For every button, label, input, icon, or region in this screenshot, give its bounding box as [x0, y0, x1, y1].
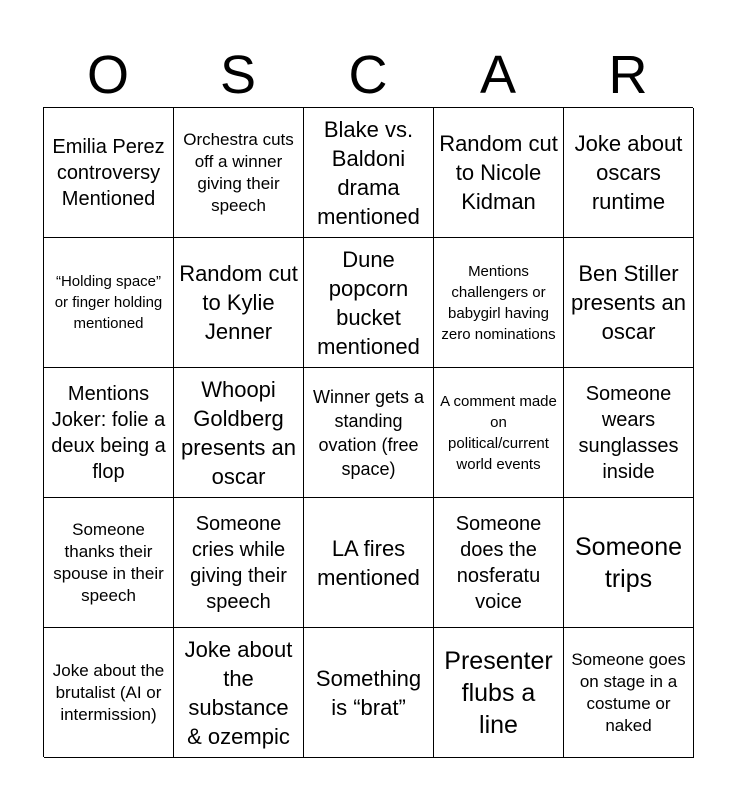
- bingo-cell[interactable]: [434, 108, 564, 238]
- bingo-cell[interactable]: [304, 628, 434, 758]
- cell-text: Winner gets a standing ovation (free space): [312, 386, 425, 479]
- cell-text: Someone cries while giving their speech: [190, 512, 287, 613]
- bingo-cell[interactable]: [434, 368, 564, 498]
- cell-text: Orchestra cuts off a winner giving their speech: [183, 129, 294, 215]
- bingo-cell[interactable]: [304, 238, 434, 368]
- cell-text: Joke about the brutalist (AI or intermission): [52, 660, 165, 724]
- bingo-cell[interactable]: [304, 368, 434, 498]
- cell-text: LA fires mentioned: [317, 535, 420, 590]
- bingo-header: [43, 42, 693, 108]
- bingo-grid: [43, 107, 693, 757]
- header-letter-c: C: [348, 45, 388, 105]
- bingo-cell[interactable]: [44, 238, 174, 368]
- bingo-cell[interactable]: [564, 238, 694, 368]
- cell-text: Someone goes on stage in a costume or naked: [571, 649, 686, 735]
- bingo-cell[interactable]: [174, 628, 304, 758]
- cell-text: Blake vs. Baldoni drama mentioned: [317, 116, 420, 229]
- header-letter-r: R: [608, 45, 648, 105]
- cell-text: Something is “brat”: [315, 665, 422, 720]
- bingo-cell[interactable]: [44, 368, 174, 498]
- bingo-cell[interactable]: [564, 368, 694, 498]
- cell-text: Presenter flubs a line: [444, 646, 553, 739]
- bingo-cell[interactable]: [304, 498, 434, 628]
- cell-text: Ben Stiller presents an oscar: [571, 261, 686, 344]
- cell-text: Whoopi Goldberg presents an oscar: [181, 376, 296, 489]
- cell-text: Someone thanks their spouse in their speech: [53, 519, 164, 605]
- bingo-cell[interactable]: [174, 498, 304, 628]
- cell-text: Mentions Joker: folie a deux being a flop: [51, 382, 166, 483]
- bingo-cell[interactable]: [564, 108, 694, 238]
- bingo-cell[interactable]: [564, 498, 694, 628]
- cell-text: A comment made on political/current world events: [440, 392, 557, 473]
- bingo-cell[interactable]: [44, 628, 174, 758]
- header-letter-a: A: [479, 45, 517, 105]
- cell-text: Random cut to Kylie Jenner: [179, 261, 298, 344]
- cell-text: Someone does the nosferatu voice: [455, 512, 542, 613]
- cell-text: Dune popcorn bucket mentioned: [317, 246, 420, 359]
- header-letter-o: O: [86, 45, 129, 105]
- bingo-cell[interactable]: [304, 108, 434, 238]
- header-letter-s: S: [219, 45, 257, 105]
- bingo-cell[interactable]: [44, 498, 174, 628]
- cell-text: Someone trips: [574, 532, 683, 593]
- bingo-cell[interactable]: [434, 628, 564, 758]
- bingo-cell[interactable]: [174, 238, 304, 368]
- cell-text: Joke about the substance & ozempic: [184, 636, 293, 749]
- cell-text: Joke about oscars runtime: [574, 131, 683, 214]
- bingo-cell[interactable]: [564, 628, 694, 758]
- bingo-cell[interactable]: [174, 368, 304, 498]
- bingo-cell[interactable]: [44, 108, 174, 238]
- bingo-cell[interactable]: [434, 498, 564, 628]
- cell-text: “Holding space” or finger holding mentioned: [54, 273, 163, 332]
- cell-text: Mentions challengers or babygirl having zero nominations: [441, 262, 556, 343]
- cell-text: Someone wears sunglasses inside: [578, 382, 679, 483]
- cell-text: Emilia Perez controversy Mentioned: [52, 135, 165, 210]
- bingo-cell[interactable]: [174, 108, 304, 238]
- bingo-cell[interactable]: [434, 238, 564, 368]
- cell-text: Random cut to Nicole Kidman: [439, 131, 558, 214]
